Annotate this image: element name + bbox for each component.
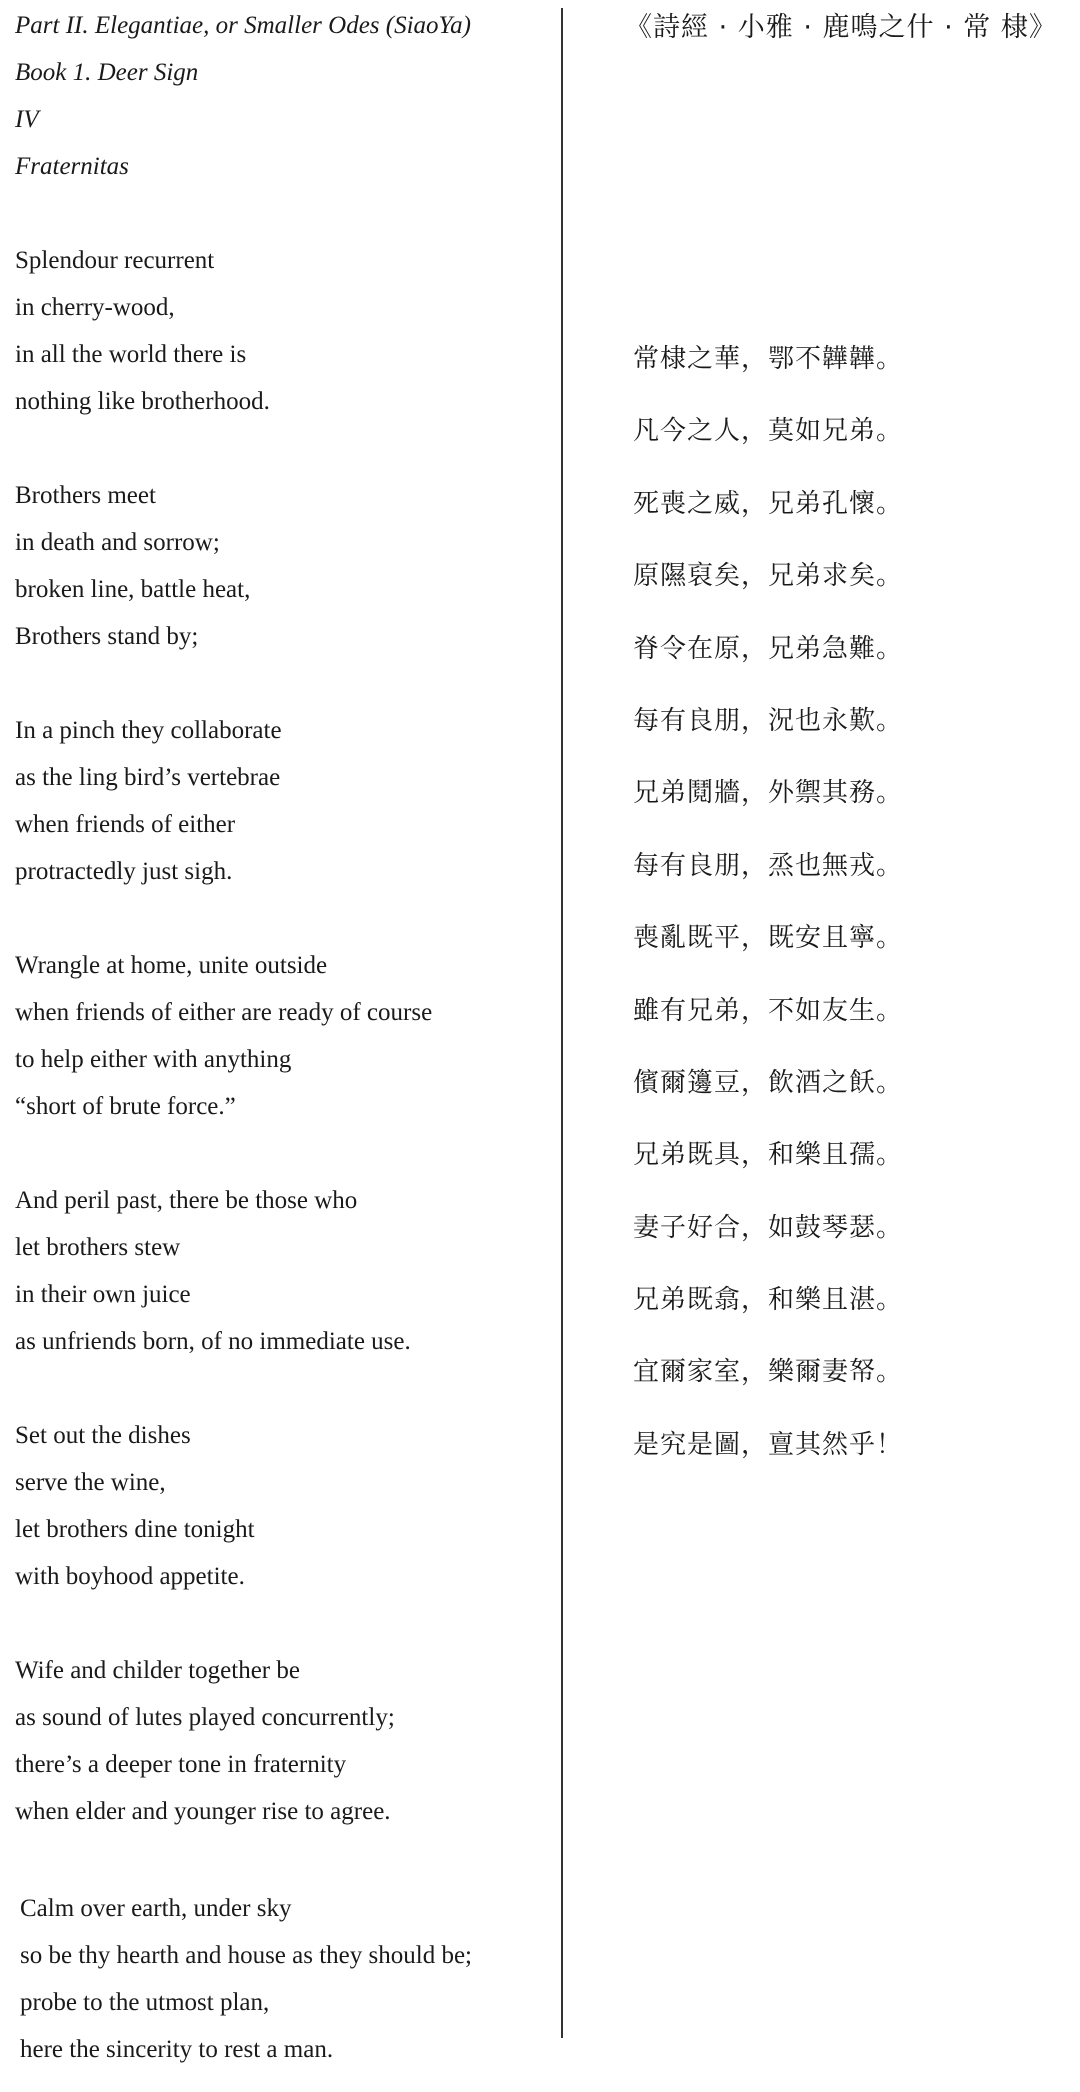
poem-line: when friends of either	[15, 811, 236, 838]
poem-line: in their own juice	[15, 1281, 191, 1308]
chinese-title: 《詩經 · 小雅 · 鹿鳴之什 · 常 棣》	[625, 12, 1057, 43]
ode-number: IV	[15, 106, 39, 133]
chinese-column	[633, 333, 1053, 1491]
chinese-line: 兄弟既翕，和樂且湛。	[633, 1285, 904, 1316]
column-divider	[561, 8, 563, 2038]
chinese-line: 常棣之華，鄂不韡韡。	[633, 344, 904, 374]
poem-line: as unfriends born, of no immediate use.	[15, 1328, 411, 1355]
chinese-line: 每有良朋，況也永歎。	[633, 705, 904, 736]
chinese-line: 凡今之人，莫如兄弟。	[633, 416, 904, 447]
poem-line: “short of brute force.”	[15, 1093, 236, 1120]
poem-line: in cherry-wood,	[15, 294, 175, 321]
english-column	[15, 0, 555, 2073]
poem-line: let brothers dine tonight	[15, 1516, 255, 1543]
poem-line: in death and sorrow;	[15, 529, 220, 556]
poem-line: probe to the utmost plan,	[20, 1989, 270, 2016]
book-heading: Book 1. Deer Sign	[15, 59, 199, 86]
poem-line: as sound of lutes played concurrently;	[15, 1704, 395, 1731]
poem-line: in all the world there is	[15, 341, 247, 368]
poem-line: when friends of either are ready of course	[15, 999, 433, 1026]
poem-line: there’s a deeper tone in fraternity	[15, 1751, 347, 1778]
poem-line: Brothers meet	[15, 482, 156, 509]
poem-line: Set out the dishes	[15, 1422, 191, 1449]
poem-line: Wrangle at home, unite outside	[15, 952, 328, 979]
poem-line: as the ling bird’s vertebrae	[15, 764, 281, 791]
stanza-6	[15, 1412, 555, 1600]
poem-line: broken line, battle heat,	[15, 576, 251, 603]
poem-line: so be thy hearth and house as they should be;	[20, 1942, 472, 1969]
chinese-line: 儐爾籩豆，飲酒之飫。	[633, 1067, 904, 1098]
poem-line: In a pinch they collaborate	[15, 717, 282, 744]
part-heading: Part II. Elegantiae, or Smaller Odes (SiaoYa)	[15, 12, 471, 39]
chinese-line: 兄弟既具，和樂且孺。	[633, 1140, 904, 1171]
chinese-line: 每有良朋，烝也無戎。	[633, 850, 904, 881]
stanza-4	[15, 942, 555, 1130]
chinese-line: 妻子好合，如鼓琴瑟。	[633, 1212, 904, 1243]
poem-line: And peril past, there be those who	[15, 1187, 358, 1214]
chinese-line: 是究是圖，亶其然乎！	[633, 1429, 904, 1460]
stanza-3	[15, 707, 555, 895]
chinese-line: 原隰裒矣，兄弟求矣。	[633, 561, 904, 592]
chinese-line: 喪亂既平，既安且寧。	[633, 923, 904, 954]
poem-line: with boyhood appetite.	[15, 1563, 245, 1590]
poem-line: when elder and younger rise to agree.	[15, 1798, 391, 1825]
stanza-7	[15, 1647, 555, 1835]
poem-line: Calm over earth, under sky	[20, 1895, 292, 1922]
poem-header	[15, 2, 555, 190]
chinese-line: 兄弟鬩牆，外禦其務。	[633, 778, 904, 809]
chinese-line: 脊令在原，兄弟急難。	[633, 633, 904, 664]
poem-line: Brothers stand by;	[15, 623, 199, 650]
poem-line: protractedly just sigh.	[15, 858, 233, 885]
chinese-line: 死喪之威，兄弟孔懷。	[633, 488, 904, 519]
poem-line: here the sincerity to rest a man.	[20, 2036, 334, 2063]
poem-line: serve the wine,	[15, 1469, 166, 1496]
stanza-5	[15, 1177, 555, 1365]
poem-line: to help either with anything	[15, 1046, 292, 1073]
chinese-line: 雖有兄弟，不如友生。	[633, 995, 904, 1026]
stanza-1	[15, 237, 555, 425]
stanza-2	[15, 472, 555, 660]
poem-line: Wife and childer together be	[15, 1657, 300, 1684]
stanza-8	[20, 1885, 555, 2073]
poem-line: nothing like brotherhood.	[15, 388, 270, 415]
poem-title: Fraternitas	[15, 153, 129, 180]
chinese-line: 宜爾家室，樂爾妻帑。	[633, 1357, 904, 1388]
poem-line: Splendour recurrent	[15, 247, 215, 274]
poem-line: let brothers stew	[15, 1234, 181, 1261]
